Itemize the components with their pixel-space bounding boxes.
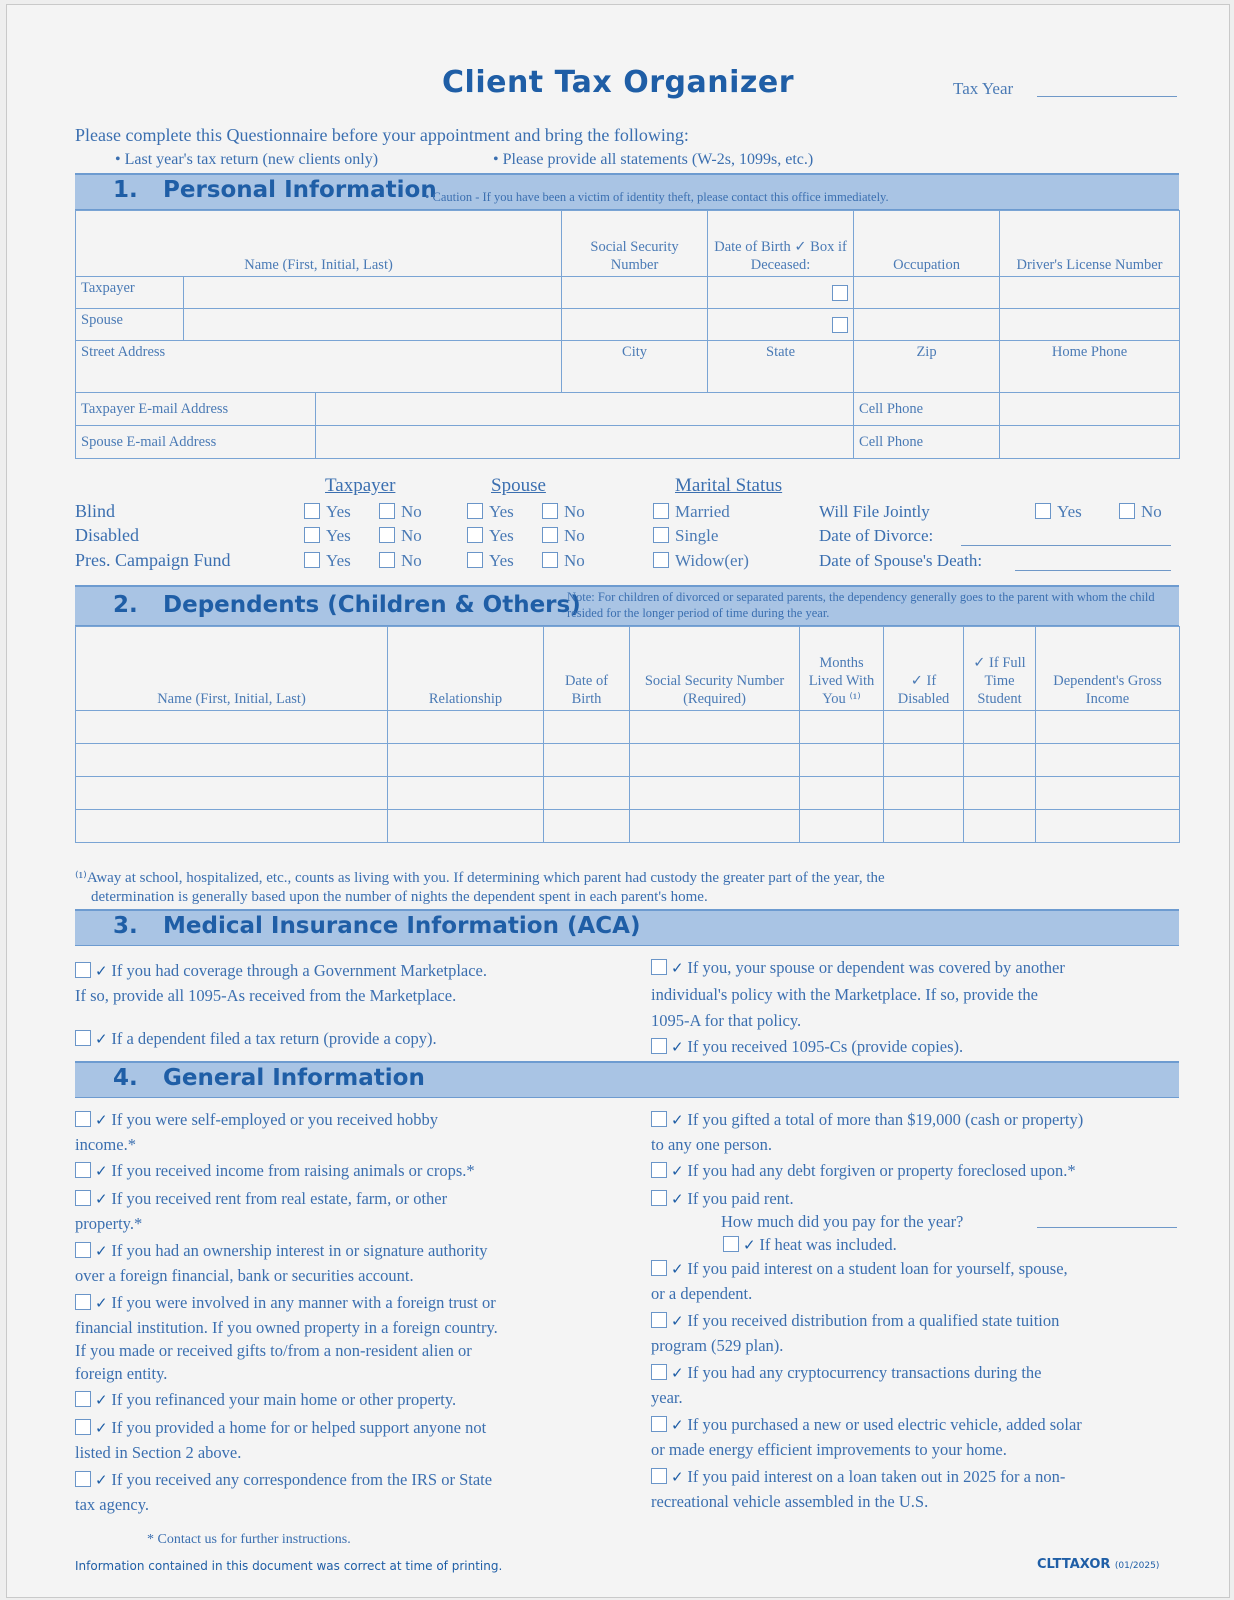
gen-heat-included-item: ✓ If heat was included. xyxy=(723,1233,897,1258)
gen-animals-crops-item: ✓ If you received income from raising animals or crops.* xyxy=(75,1159,635,1184)
table-row xyxy=(76,744,1180,777)
checkbox[interactable] xyxy=(651,1111,667,1127)
state-field[interactable]: State xyxy=(708,341,854,393)
dep-col-months: Months Lived With You ⁽¹⁾ xyxy=(800,627,884,711)
taxpayer-email-label: Taxpayer E-mail Address xyxy=(76,393,316,426)
checkbox[interactable] xyxy=(653,527,669,543)
checkbox[interactable] xyxy=(304,503,320,519)
dep-cell[interactable] xyxy=(1036,777,1180,810)
rent-amount-question: How much did you pay for the year? xyxy=(721,1212,964,1231)
checkbox[interactable] xyxy=(651,1038,667,1054)
checkbox[interactable] xyxy=(542,527,558,543)
gen-paid-rent-item: ✓ If you paid rent. xyxy=(651,1187,1211,1212)
row-spouse: Spouse xyxy=(76,309,184,341)
dependents-footnote-2: determination is generally based upon the number of nights the dependent spent in each parent's home. xyxy=(91,889,708,905)
blind-taxpayer-no[interactable]: No xyxy=(379,502,422,522)
checkbox[interactable] xyxy=(304,552,320,568)
taxpayer-email-field[interactable] xyxy=(316,393,854,426)
dep-cell[interactable] xyxy=(544,744,630,777)
checkbox[interactable] xyxy=(75,1190,91,1206)
dep-cell[interactable] xyxy=(1036,744,1180,777)
checkbox[interactable] xyxy=(542,552,558,568)
dep-cell[interactable] xyxy=(1036,810,1180,843)
spouse-ssn-field[interactable] xyxy=(562,309,708,341)
marital-single[interactable]: Single xyxy=(653,526,718,546)
gen-foreign-account-item: ✓ If you had an ownership interest in or signature authority over a foreign financial, bank or securities account. xyxy=(75,1241,488,1285)
blind-taxpayer-yes[interactable]: Yes xyxy=(304,502,351,522)
tax-year-label: Tax Year xyxy=(953,79,1014,98)
dep-cell[interactable] xyxy=(800,810,884,843)
divorce-label: Date of Divorce: xyxy=(819,526,934,545)
dep-cell[interactable] xyxy=(630,744,800,777)
section1-number: 1. xyxy=(113,177,138,203)
home-phone-field[interactable]: Home Phone xyxy=(1000,341,1180,393)
checkbox[interactable] xyxy=(467,503,483,519)
dep-cell[interactable] xyxy=(964,711,1036,744)
section2-header xyxy=(75,585,1179,626)
row-blind: Blind xyxy=(75,501,116,521)
checkbox[interactable] xyxy=(1035,503,1051,519)
spouse-email-label: Spouse E-mail Address xyxy=(76,426,316,459)
personal-info-table xyxy=(75,210,1180,459)
campaign-spouse-no[interactable]: No xyxy=(542,551,585,571)
checkbox[interactable] xyxy=(651,1162,667,1178)
section3-header xyxy=(75,909,1179,946)
dep-col-income: Dependent's Gross Income xyxy=(1036,627,1180,711)
dependents-footnote-1: ⁽¹⁾Away at school, hospitalized, etc., counts as living with you. If determining which parent had custody the greater part of the year, the xyxy=(75,870,885,886)
file-jointly-yes[interactable]: Yes xyxy=(1035,502,1082,522)
dep-cell[interactable] xyxy=(388,711,544,744)
dep-cell[interactable] xyxy=(964,744,1036,777)
city-field[interactable]: City xyxy=(562,341,708,393)
col-license: Driver's License Number xyxy=(1000,211,1180,277)
tax-year-field[interactable] xyxy=(1037,96,1177,97)
dep-cell[interactable] xyxy=(544,711,630,744)
section3-title: Medical Insurance Information (ACA) xyxy=(163,913,641,939)
street-address-field[interactable]: Street Address xyxy=(76,341,562,393)
checkbox[interactable] xyxy=(75,1111,91,1127)
gen-refinance-item: ✓ If you refinanced your main home or other property. xyxy=(75,1388,635,1413)
campaign-spouse-yes[interactable]: Yes xyxy=(467,551,514,571)
section4-title: General Information xyxy=(163,1065,425,1091)
dep-cell[interactable] xyxy=(964,810,1036,843)
dep-cell[interactable] xyxy=(884,777,964,810)
dep-cell[interactable] xyxy=(544,810,630,843)
blind-spouse-yes[interactable]: Yes xyxy=(467,502,514,522)
dependents-table xyxy=(75,626,1180,843)
campaign-taxpayer-yes[interactable]: Yes xyxy=(304,551,351,571)
gen-support-item: ✓ If you provided a home for or helped support anyone not listed in Section 2 above. xyxy=(75,1418,487,1462)
section2-number: 2. xyxy=(113,592,138,618)
col-occupation: Occupation xyxy=(854,211,1000,277)
dep-col-ssn: Social Security Number (Required) xyxy=(630,627,800,711)
spouse-cell-field[interactable] xyxy=(1000,426,1180,459)
section1-caution: • Caution - If you have been a victim of identity theft, please contact this office immediately. xyxy=(425,190,889,204)
spouse-license-field[interactable] xyxy=(1000,309,1180,341)
file-jointly-no[interactable]: No xyxy=(1119,502,1162,522)
aca-marketplace-item: ✓ If you had coverage through a Government Marketplace. If so, provide all 1095-As received from the Marketplace. xyxy=(75,961,488,1005)
dep-cell[interactable] xyxy=(388,744,544,777)
blind-spouse-no[interactable]: No xyxy=(542,502,585,522)
form-page xyxy=(6,4,1230,1598)
checkbox[interactable] xyxy=(75,1419,91,1435)
dep-cell[interactable] xyxy=(800,777,884,810)
marital-status-header: Marital Status xyxy=(675,475,783,496)
aca-1095c-item: ✓ If you received 1095-Cs (provide copies). xyxy=(651,1035,1191,1060)
checkbox[interactable] xyxy=(75,962,91,978)
checkbox[interactable] xyxy=(542,503,558,519)
taxpayer-cell-field[interactable] xyxy=(1000,393,1180,426)
spouse-name-field[interactable] xyxy=(184,309,562,341)
taxpayer-ssn-field[interactable] xyxy=(562,277,708,309)
page-title: Client Tax Organizer xyxy=(442,65,794,100)
checkbox[interactable] xyxy=(723,1236,739,1252)
dep-col-student: ✓ If Full Time Student xyxy=(964,627,1036,711)
spouse-header: Spouse xyxy=(491,475,546,496)
dep-col-disabled: ✓ If Disabled xyxy=(884,627,964,711)
taxpayer-license-field[interactable] xyxy=(1000,277,1180,309)
checkbox[interactable] xyxy=(651,1364,667,1380)
dep-cell[interactable] xyxy=(76,777,388,810)
section2-note: Note: For children of divorced or separated parents, the dependency generally goes to the parent with whom the child resided for the longer period of time during the year. xyxy=(567,590,1155,620)
checkbox[interactable] xyxy=(651,1190,667,1206)
section2-title: Dependents (Children & Others) xyxy=(163,592,581,618)
checkbox[interactable] xyxy=(653,552,669,568)
intro-text: Please complete this Questionnaire before your appointment and bring the following: xyxy=(75,125,689,145)
gen-debt-forgiven-item: ✓ If you had any debt forgiven or property foreclosed upon.* xyxy=(651,1159,1211,1184)
aca-other-policy-item: ✓ If you, your spouse or dependent was covered by another individual's policy with the Marketplace. If so, provide the 1095-A for that policy. xyxy=(651,958,1065,1030)
dep-cell[interactable] xyxy=(630,711,800,744)
checkbox[interactable] xyxy=(304,527,320,543)
dep-cell[interactable] xyxy=(964,777,1036,810)
form-code: CLTTAXOR (01/2025) xyxy=(1037,1557,1160,1572)
dep-cell[interactable] xyxy=(544,777,630,810)
checkbox[interactable] xyxy=(75,1471,91,1487)
col-dob: Date of Birth ✓ Box if Deceased: xyxy=(708,211,854,277)
dep-cell[interactable] xyxy=(884,711,964,744)
dep-cell[interactable] xyxy=(884,744,964,777)
dep-cell[interactable] xyxy=(76,810,388,843)
checkbox[interactable] xyxy=(467,527,483,543)
gen-529-item: ✓ If you received distribution from a qualified state tuition program (529 plan). xyxy=(651,1311,1060,1355)
taxpayer-cell-label: Cell Phone xyxy=(854,393,1000,426)
taxpayer-deceased-checkbox[interactable] xyxy=(832,285,848,301)
gen-ev-solar-item: ✓ If you purchased a new or used electric vehicle, added solar or made energy efficient improvements to your home. xyxy=(651,1415,1082,1459)
col-ssn: Social Security Number xyxy=(562,211,708,277)
bullet-last-year-return: • Last year's tax return (new clients only) xyxy=(115,151,379,168)
dep-col-relationship: Relationship xyxy=(388,627,544,711)
gen-self-employed-item: ✓ If you were self-employed or you received hobby income.* xyxy=(75,1110,439,1154)
dep-col-dob: Date of Birth xyxy=(544,627,630,711)
checkbox[interactable] xyxy=(75,1294,91,1310)
checkbox[interactable] xyxy=(651,1416,667,1432)
checkbox[interactable] xyxy=(651,1260,667,1276)
footer-disclaimer: Information contained in this document was correct at time of printing. xyxy=(75,1559,503,1573)
spouse-cell-label: Cell Phone xyxy=(854,426,1000,459)
zip-field[interactable]: Zip xyxy=(854,341,1000,393)
taxpayer-header: Taxpayer xyxy=(325,475,396,496)
checkbox[interactable] xyxy=(379,552,395,568)
disabled-taxpayer-no[interactable]: No xyxy=(379,526,422,546)
dep-cell[interactable] xyxy=(1036,711,1180,744)
checkbox[interactable] xyxy=(75,1391,91,1407)
dep-cell[interactable] xyxy=(800,711,884,744)
section1-title: Personal Information xyxy=(163,177,437,203)
rent-amount-field[interactable] xyxy=(1037,1227,1177,1228)
row-campaign-fund: Pres. Campaign Fund xyxy=(75,550,231,570)
gen-rent-income-item: ✓ If you received rent from real estate, farm, or other property.* xyxy=(75,1189,448,1233)
spouse-email-field[interactable] xyxy=(316,426,854,459)
file-jointly-label: Will File Jointly xyxy=(819,502,930,521)
row-taxpayer: Taxpayer xyxy=(76,277,184,309)
checkbox[interactable] xyxy=(651,1312,667,1328)
divorce-date-field[interactable] xyxy=(961,545,1171,546)
section4-number: 4. xyxy=(113,1065,138,1091)
dep-cell[interactable] xyxy=(630,810,800,843)
gen-student-loan-item: ✓ If you paid interest on a student loan for yourself, spouse, or a dependent. xyxy=(651,1259,1068,1303)
checkbox[interactable] xyxy=(651,1468,667,1484)
spouse-occupation-field[interactable] xyxy=(854,309,1000,341)
checkbox[interactable] xyxy=(75,1030,91,1046)
table-row xyxy=(76,711,1180,744)
checkbox[interactable] xyxy=(379,527,395,543)
aca-dependent-return-item: ✓ If a dependent filed a tax return (provide a copy). xyxy=(75,1027,615,1052)
checkbox[interactable] xyxy=(653,503,669,519)
gen-crypto-item: ✓ If you had any cryptocurrency transactions during the year. xyxy=(651,1363,1042,1407)
section4-header xyxy=(75,1061,1179,1098)
contact-note: * Contact us for further instructions. xyxy=(147,1532,351,1547)
checkbox[interactable] xyxy=(379,503,395,519)
campaign-taxpayer-no[interactable]: No xyxy=(379,551,422,571)
dep-cell[interactable] xyxy=(800,744,884,777)
disabled-spouse-no[interactable]: No xyxy=(542,526,585,546)
checkbox[interactable] xyxy=(1119,503,1135,519)
taxpayer-occupation-field[interactable] xyxy=(854,277,1000,309)
spouse-death-date-field[interactable] xyxy=(1015,570,1171,571)
dep-cell[interactable] xyxy=(884,810,964,843)
table-row xyxy=(76,777,1180,810)
row-disabled: Disabled xyxy=(75,525,139,545)
marital-widow[interactable]: Widow(er) xyxy=(653,551,749,571)
checkbox[interactable] xyxy=(467,552,483,568)
table-row xyxy=(76,810,1180,843)
gen-gift-item: ✓ If you gifted a total of more than $19,000 (cash or property) to any one person. xyxy=(651,1110,1084,1154)
spouse-deceased-checkbox[interactable] xyxy=(832,317,848,333)
dep-cell[interactable] xyxy=(388,810,544,843)
spouse-dob-field[interactable] xyxy=(708,309,854,341)
bullet-statements: • Please provide all statements (W-2s, 1099s, etc.) xyxy=(493,151,814,168)
col-name: Name (First, Initial, Last) xyxy=(76,211,562,277)
disabled-spouse-yes[interactable]: Yes xyxy=(467,526,514,546)
spouse-death-label: Date of Spouse's Death: xyxy=(819,551,983,570)
checkbox[interactable] xyxy=(75,1242,91,1258)
dep-cell[interactable] xyxy=(630,777,800,810)
dep-cell[interactable] xyxy=(388,777,544,810)
gen-irs-correspondence-item: ✓ If you received any correspondence from the IRS or State tax agency. xyxy=(75,1470,493,1514)
disabled-taxpayer-yes[interactable]: Yes xyxy=(304,526,351,546)
dep-cell[interactable] xyxy=(76,711,388,744)
section3-number: 3. xyxy=(113,913,138,939)
taxpayer-name-field[interactable] xyxy=(184,277,562,309)
taxpayer-dob-field[interactable] xyxy=(708,277,854,309)
gen-vehicle-loan-item: ✓ If you paid interest on a loan taken out in 2025 for a non- recreational vehicle assembled in the U.S. xyxy=(651,1467,1066,1511)
dep-col-name: Name (First, Initial, Last) xyxy=(76,627,388,711)
gen-foreign-trust-item: ✓ If you were involved in any manner with a foreign trust or financial institution. If you owned property in a foreign country. If you made or received gifts to/from a non-resident alien or foreign entity. xyxy=(75,1293,498,1383)
dep-cell[interactable] xyxy=(76,744,388,777)
checkbox[interactable] xyxy=(75,1162,91,1178)
marital-married[interactable]: Married xyxy=(653,502,730,522)
section1-header xyxy=(75,173,1179,210)
checkbox[interactable] xyxy=(651,959,667,975)
